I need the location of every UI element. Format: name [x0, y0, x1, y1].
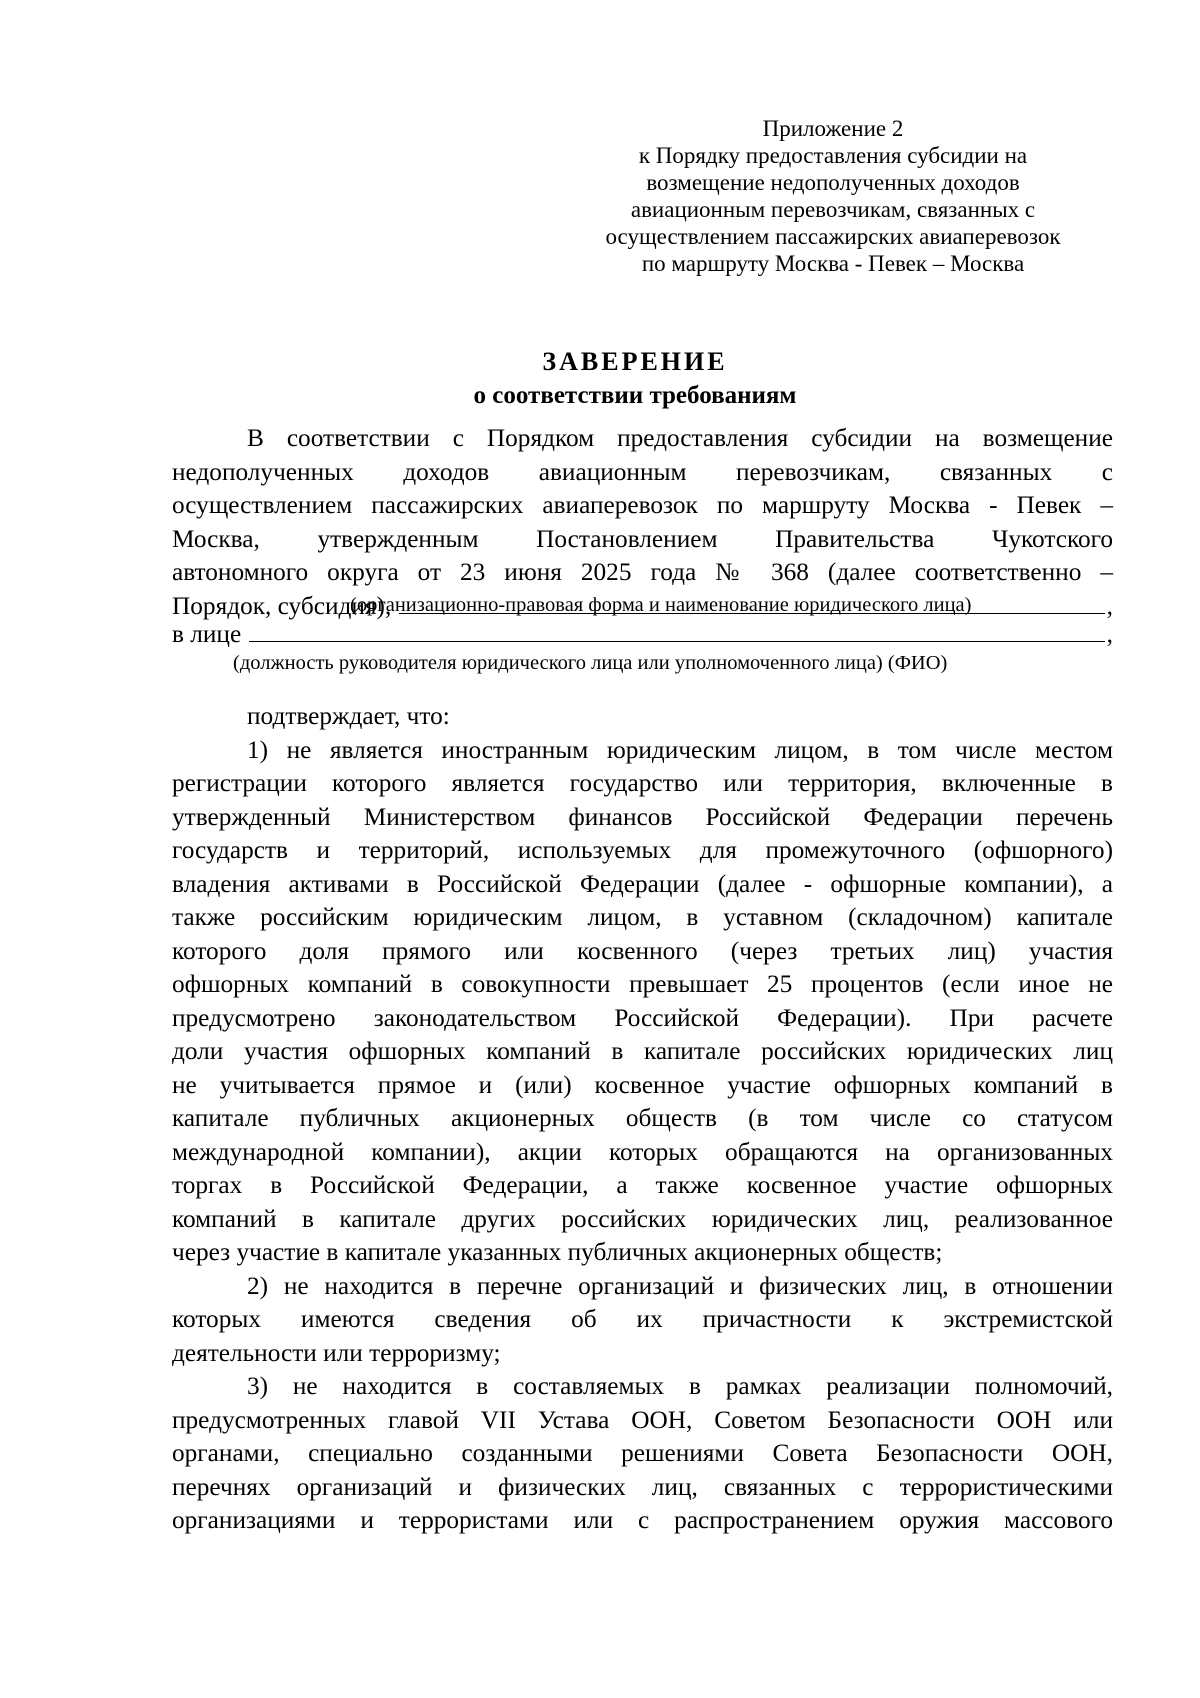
item-line: организациями и террористами или с распространением оружия массового: [172, 1506, 1113, 1534]
appendix-line: осуществлением пассажирских авиаперевозок: [605, 224, 1061, 249]
item-line: утвержденный Министерством финансов Российской Федерации перечень: [172, 802, 1113, 831]
representative-name-blank[interactable]: [249, 621, 1104, 642]
item-line: 1) не является иностранным юридическим лицом, в том числе местом: [247, 735, 1113, 764]
appendix-reference: [580, 115, 1086, 277]
confirm-item-1: [172, 734, 1113, 1270]
appendix-line: к Порядку предоставления субсидии на: [638, 143, 1028, 168]
item-line: предусмотренных главой VII Устава ООН, Советом Безопасности ООН или: [172, 1405, 1113, 1434]
document-title: [170, 345, 1100, 412]
item-line: предусмотрено законодательством Российской Федерации). При расчете: [172, 1003, 1113, 1032]
item-line: компаний в капитале других российских юридических лиц, реализованное: [172, 1204, 1113, 1233]
fill-prefix: Порядок, субсидия),: [172, 591, 392, 620]
item-line: торгах в Российской Федерации, а также косвенное участие офшорных: [172, 1171, 1113, 1199]
item-line: через участие в капитале указанных публичных акционерных обществ;: [172, 1238, 943, 1266]
fill-suffix: ,: [1106, 620, 1113, 648]
title-subtitle: о соответствии требованиям: [473, 382, 797, 409]
item-line: деятельности или терроризму;: [172, 1338, 501, 1367]
intro-line: автономного округа от 23 июня 2025 года № 368 (далее соответственно –: [172, 558, 1113, 586]
item-line: доли участия офшорных компаний в капитале российских юридических лиц: [172, 1037, 1113, 1065]
item-line: офшорных компаний в совокупности превышает 25 процентов (если иное не: [172, 970, 1113, 998]
fill-prefix: в лице: [172, 620, 242, 648]
item-line: капитале публичных акционерных обществ (в том числе со статусом: [172, 1104, 1113, 1132]
item-line: перечнях организаций и физических лиц, связанных с террористическими: [172, 1472, 1113, 1501]
appendix-line: возмещение недополученных доходов: [646, 170, 1020, 195]
item-line: которых имеются сведения об их причастности к экстремистской: [172, 1305, 1113, 1333]
item-line: также российским юридическим лицом, в уставном (складочном) капитале: [172, 903, 1113, 931]
fill-suffix: ,: [1106, 591, 1113, 620]
intro-line: Москва, утвержденным Постановлением Правительства Чукотского: [172, 524, 1113, 553]
representative-caption: (должность руководителя юридического лица или уполномоченного лица) (ФИО): [233, 652, 948, 674]
item-line: органами, специально созданными решениями Совета Безопасности ООН,: [172, 1439, 1113, 1467]
appendix-line: по маршруту Москва - Певек – Москва: [641, 251, 1025, 276]
representative-fill: [172, 618, 1113, 652]
item-line: которого доля прямого или косвенного (через третьих лиц) участия: [172, 936, 1113, 965]
item-line: международной компании), акции которых обращаются на организованных: [172, 1137, 1113, 1166]
item-line: 2) не находится в перечне организаций и физических лиц, в отношении: [247, 1271, 1113, 1300]
item-line: регистрации которого является государство или территория, включенные в: [172, 769, 1113, 797]
appendix-line: Приложение 2: [762, 116, 904, 141]
legal-entity-caption: (организационно-правовая форма и наименование юридического лица): [350, 594, 972, 616]
confirmations-section: [172, 700, 1113, 1538]
confirm-lead: подтверждает, что:: [247, 702, 450, 730]
confirm-item-2: [172, 1270, 1113, 1371]
intro-line: В соответствии с Порядком предоставления субсидии на возмещение: [247, 424, 1113, 452]
item-line: 3) не находится в составляемых в рамках реализации полномочий,: [247, 1372, 1113, 1400]
confirm-item-3: [172, 1370, 1113, 1538]
item-line: не учитывается прямое и (или) косвенное участие офшорных компаний в: [172, 1070, 1113, 1099]
intro-line: осуществлением пассажирских авиаперевозок по маршруту Москва - Певек –: [172, 491, 1113, 519]
intro-line: недополученных доходов авиационным перевозчикам, связанных с: [172, 457, 1113, 486]
representative-fill-row: [172, 618, 1113, 652]
title-main: ЗАВЕРЕНИЕ: [542, 347, 728, 376]
appendix-line: авиационным перевозчикам, связанных с: [630, 197, 1036, 222]
item-line: владения активами в Российской Федерации (далее - офшорные компании), а: [172, 869, 1113, 898]
item-line: государств и территорий, используемых для промежуточного (офшорного): [172, 836, 1113, 864]
